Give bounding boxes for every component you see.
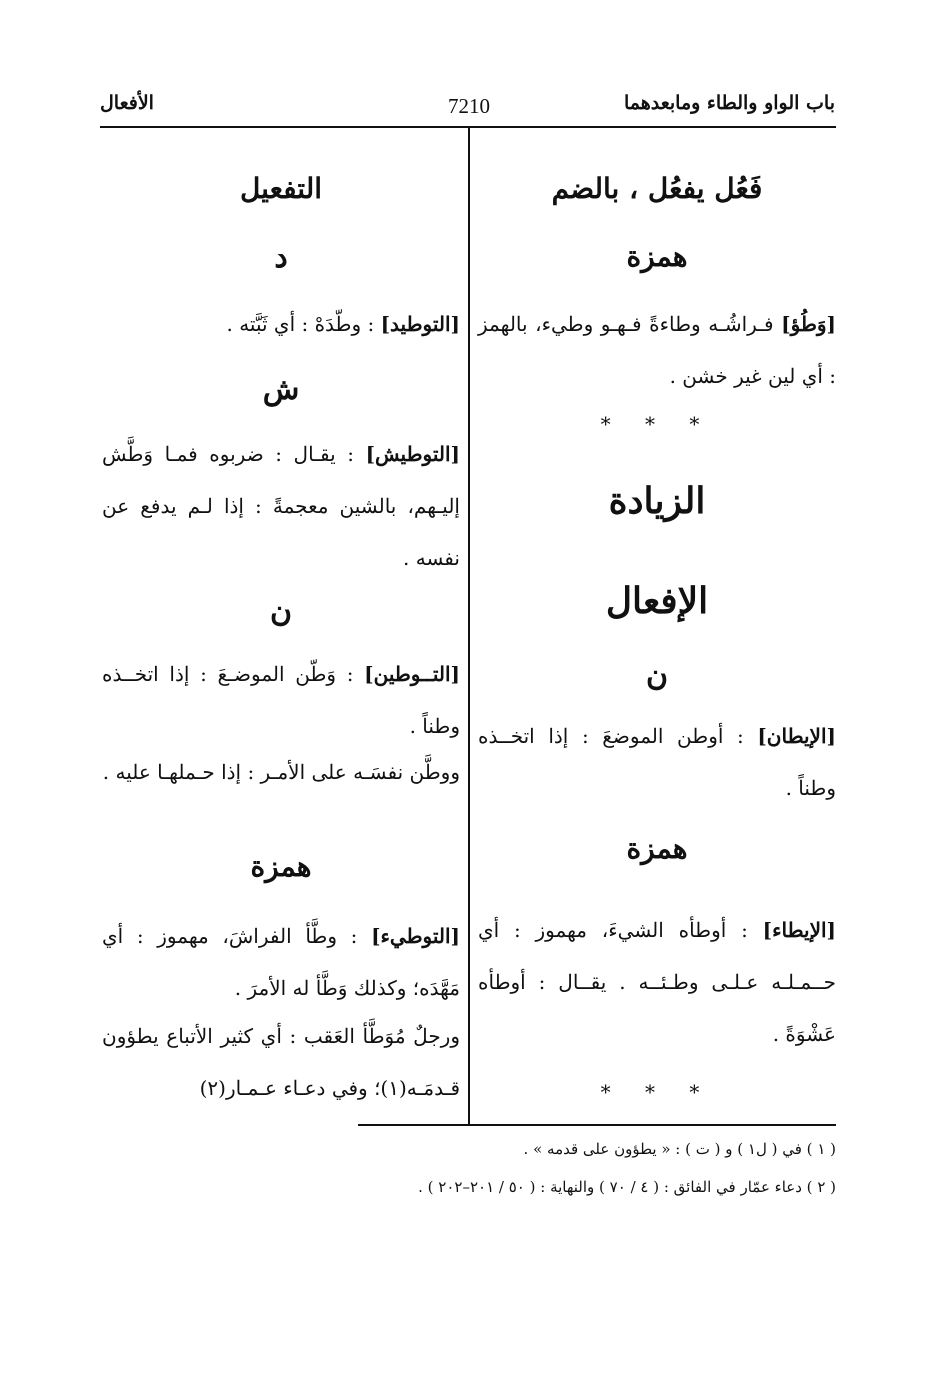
entry-headword: [وَطُؤ]: [781, 312, 836, 336]
entry-ita: [478, 904, 836, 1060]
entry-text: : أوطأه الشيءَ، مهموز : أي حــمـلـه عـلـى وطـئــه . يقــال : أوطأه عَشْوَةً .: [478, 918, 836, 1046]
page-header: [100, 88, 835, 128]
heading-ifaal: الإفعال: [605, 580, 709, 622]
letter-heading-nun: ن: [269, 594, 293, 629]
entry-headword: [الإيطان]: [757, 724, 836, 748]
entry-tawtish: [102, 428, 460, 584]
entry-headword: [التوطيء]: [371, 924, 460, 948]
heading-tafil: التفعيل: [239, 172, 323, 205]
entry-text: : وَطّن الموضـعَ : إذا اتخــذه وطناً .: [102, 662, 460, 738]
entry-tawti: [102, 910, 460, 1014]
footnote-1: ( ١ ) في ( ل١ ) و ( ت ) : « يطؤون على قدمه » .: [523, 1140, 836, 1158]
page-number: 7210: [448, 94, 490, 118]
subheading-hamza: همزة: [250, 850, 312, 883]
section-separator: * * *: [600, 1080, 714, 1104]
entry-headword: [التوطيش]: [365, 442, 460, 466]
heading-ziyada: الزيادة: [608, 480, 706, 522]
footnote-rule: [358, 1124, 836, 1126]
entry-watu: [478, 298, 836, 402]
entry-text: فـراشُـه وطاءةً فـهـو وطيء، بالهمز : أي لين غير خشن .: [478, 312, 836, 388]
entry-text: : وطَّأ الفراشَ، مهموز : أي مَهَّدَه؛ وكذلك وَطَّأ له الأمرَ .: [102, 924, 460, 1000]
entry-tawtin-continued: ووطَّن نفسَـه على الأمـر : إذا حـملهـا عليه .: [102, 760, 460, 784]
entry-headword: [الإيطاء]: [762, 918, 836, 942]
letter-heading-nun: ن: [645, 658, 669, 693]
section-separator: * * *: [600, 412, 714, 436]
entry-text: : أوطن الموضعَ : إذا اتخــذه وطناً .: [478, 724, 836, 800]
subheading-hamza: همزة: [626, 832, 688, 865]
entry-headword: [التــوطين]: [364, 662, 460, 686]
entry-text: : يقـال : ضربوه فمـا وَطَّش إليـهم، بالشين معجمةً : إذا لـم يدفع عن نفسه .: [102, 442, 460, 570]
footnote-2: ( ٢ ) دعاء عمّار في الفائق : ( ٤ / ٧٠ ) والنهاية : ( ٥٠ / ٢٠١–٢٠٢ ) .: [418, 1178, 836, 1196]
entry-text: : وطّدَهْ : أي ثَبَّته .: [226, 312, 381, 336]
letter-heading-shin: ش: [262, 372, 300, 407]
column-divider: [468, 128, 470, 1124]
entry-headword: [التوطيد]: [380, 312, 460, 336]
entry-itan: [478, 710, 836, 814]
entry-muwatta: ورجلٌ مُوَطَّأ العَقب : أي كثير الأتباع يطؤون قـدمَـه(١)؛ وفي دعـاء عـمـار(٢): [102, 1024, 460, 1100]
heading-verb-pattern: فَعُل يفعُل ، بالضم: [551, 172, 763, 205]
entry-tawtid: [102, 298, 460, 350]
letter-heading-dal: د: [274, 240, 288, 275]
entry-tawtin: [102, 648, 460, 752]
chapter-title: باب الواو والطاء ومابعدهما: [623, 92, 835, 114]
subheading-hamza: همزة: [626, 240, 688, 273]
section-running-title: الأفعال: [100, 92, 154, 114]
